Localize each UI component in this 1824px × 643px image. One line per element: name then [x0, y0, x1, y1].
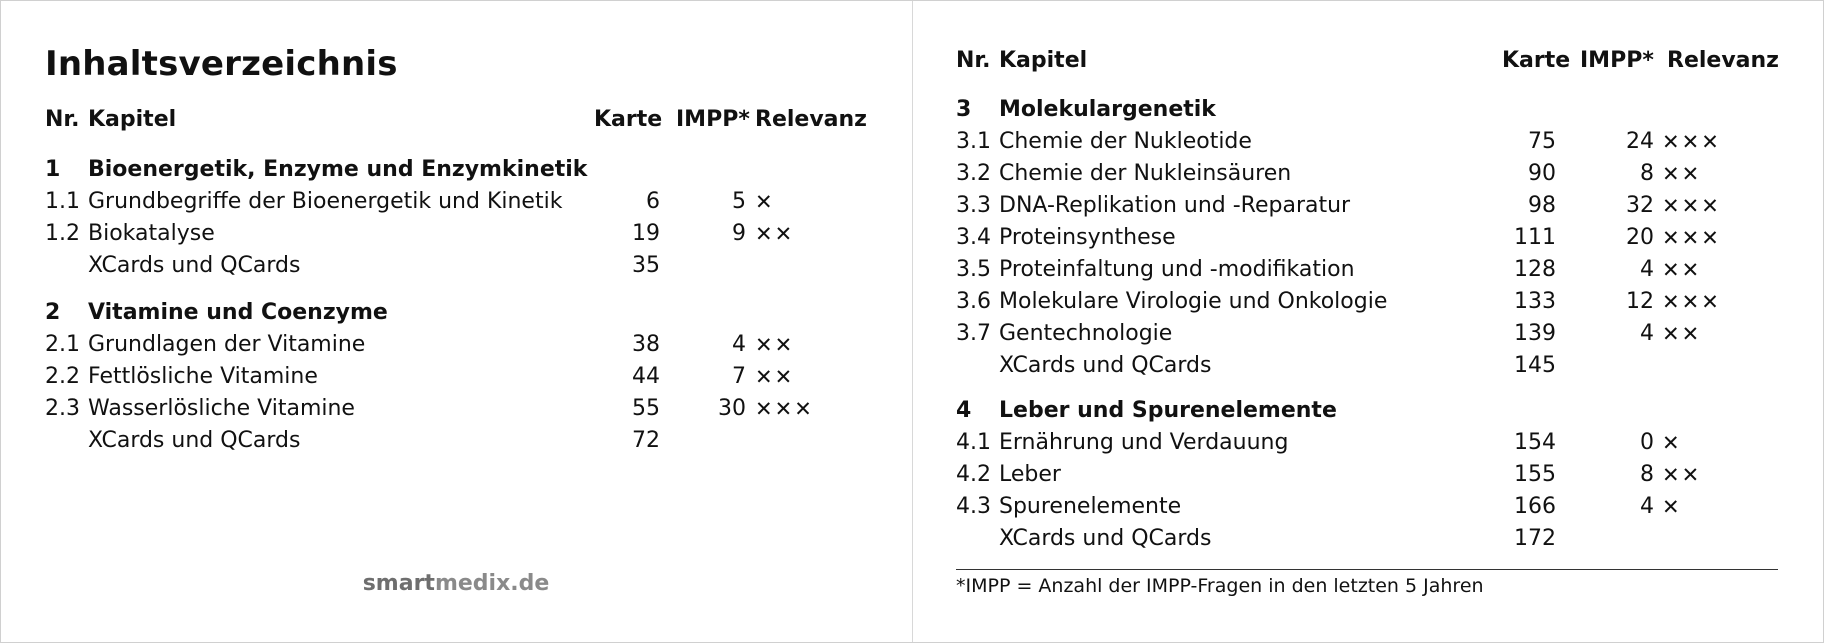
relevance-marks: ✕✕ [1662, 322, 1702, 346]
header-relevanz: Relevanz [1667, 48, 1779, 73]
row-number: 4.3 [956, 494, 991, 519]
row-title: Grundlagen der Vitamine [88, 332, 366, 357]
row-karte: 166 [1514, 494, 1556, 519]
row-karte: 155 [1514, 462, 1556, 487]
row-title: Proteinfaltung und -modifikation [999, 257, 1355, 282]
row-number: 3.3 [956, 193, 991, 218]
row-impp: 5 [732, 189, 746, 214]
row-number: 3.6 [956, 289, 991, 314]
relevance-marks: ✕✕ [755, 222, 795, 246]
row-title: Chemie der Nukleotide [999, 129, 1252, 154]
row-karte: 145 [1514, 353, 1556, 378]
row-karte: 154 [1514, 430, 1556, 455]
row-karte: 139 [1514, 321, 1556, 346]
row-impp: 8 [1640, 161, 1654, 186]
relevance-marks: ✕ [1662, 431, 1682, 455]
row-karte: 128 [1514, 257, 1556, 282]
row-impp: 12 [1626, 289, 1654, 314]
row-impp: 4 [1640, 494, 1654, 519]
header-relevanz: Relevanz [755, 107, 867, 132]
row-impp: 7 [732, 364, 746, 389]
row-karte: 35 [632, 253, 660, 278]
row-karte: 98 [1528, 193, 1556, 218]
row-number: 3.5 [956, 257, 991, 282]
row-karte: 19 [632, 221, 660, 246]
row-title: Wasserlösliche Vitamine [88, 396, 355, 421]
relevance-marks: ✕ [1662, 495, 1682, 519]
relevance-marks: ✕✕ [1662, 258, 1702, 282]
row-number: 2.2 [45, 364, 80, 389]
footnote-rule [956, 569, 1778, 570]
relevance-marks: ✕ [755, 190, 775, 214]
header-nr: Nr. [956, 48, 991, 73]
row-title: Proteinsynthese [999, 225, 1176, 250]
relevance-marks: ✕✕✕ [1662, 226, 1721, 250]
row-number: 4.1 [956, 430, 991, 455]
row-title: Molekulare Virologie und Onkologie [999, 289, 1388, 314]
relevance-marks: ✕✕✕ [1662, 290, 1721, 314]
header-karte: Karte [594, 107, 663, 132]
row-impp: 24 [1626, 129, 1654, 154]
brand-logo [0, 571, 912, 596]
row-impp: 8 [1640, 462, 1654, 487]
row-number: 3.4 [956, 225, 991, 250]
header-impp: IMPP* [676, 107, 750, 132]
relevance-marks: ✕✕✕ [1662, 194, 1721, 218]
footnote: *IMPP = Anzahl der IMPP-Fragen in den letzten 5 Jahren [956, 575, 1484, 597]
row-karte: 72 [632, 428, 660, 453]
row-impp: 4 [1640, 321, 1654, 346]
relevance-marks: ✕✕✕ [1662, 130, 1721, 154]
row-title: Grundbegriffe der Bioenergetik und Kinetik [88, 189, 563, 214]
header-kapitel: Kapitel [999, 48, 1088, 73]
relevance-marks: ✕✕ [755, 333, 795, 357]
page-title: Inhaltsverzeichnis [45, 44, 398, 84]
brand-part-medix: medix.de [434, 571, 550, 596]
relevance-marks: ✕✕ [1662, 162, 1702, 186]
row-impp: 30 [718, 396, 746, 421]
row-impp: 32 [1626, 193, 1654, 218]
row-title: XCards und QCards [999, 526, 1212, 551]
row-title: Vitamine und Coenzyme [88, 300, 388, 325]
row-impp: 4 [732, 332, 746, 357]
row-karte: 44 [632, 364, 660, 389]
row-karte: 133 [1514, 289, 1556, 314]
row-title: Spurenelemente [999, 494, 1182, 519]
row-number: 2.3 [45, 396, 80, 421]
row-karte: 172 [1514, 526, 1556, 551]
row-karte: 90 [1528, 161, 1556, 186]
row-karte: 55 [632, 396, 660, 421]
row-karte: 75 [1528, 129, 1556, 154]
row-title: Molekulargenetik [999, 97, 1216, 122]
row-number: 4 [956, 398, 972, 423]
relevance-marks: ✕✕ [755, 365, 795, 389]
row-number: 1.2 [45, 221, 80, 246]
header-nr: Nr. [45, 107, 80, 132]
row-title: Leber [999, 462, 1061, 487]
row-impp: 4 [1640, 257, 1654, 282]
header-karte: Karte [1502, 48, 1571, 73]
relevance-marks: ✕✕ [1662, 463, 1702, 487]
row-title: DNA-Replikation und -Reparatur [999, 193, 1351, 218]
header-impp: IMPP* [1580, 48, 1654, 73]
row-title: XCards und QCards [88, 428, 301, 453]
brand-part-smart: smart [362, 571, 435, 596]
row-title: Biokatalyse [88, 221, 215, 246]
row-title: Gentechnologie [999, 321, 1173, 346]
row-karte: 6 [646, 189, 660, 214]
row-number: 2.1 [45, 332, 80, 357]
row-title: XCards und QCards [999, 353, 1212, 378]
row-impp: 20 [1626, 225, 1654, 250]
row-title: Ernährung und Verdauung [999, 430, 1289, 455]
row-impp: 0 [1640, 430, 1654, 455]
right-page [913, 0, 1824, 643]
row-number: 3.7 [956, 321, 991, 346]
row-karte: 111 [1514, 225, 1556, 250]
row-title: Bioenergetik, Enzyme und Enzymkinetik [88, 157, 588, 182]
row-number: 3 [956, 97, 972, 122]
row-number: 1.1 [45, 189, 80, 214]
row-number: 3.1 [956, 129, 991, 154]
row-title: Fettlösliche Vitamine [88, 364, 318, 389]
row-number: 3.2 [956, 161, 991, 186]
row-number: 1 [45, 157, 61, 182]
header-kapitel: Kapitel [88, 107, 177, 132]
row-title: XCards und QCards [88, 253, 301, 278]
row-number: 4.2 [956, 462, 991, 487]
relevance-marks: ✕✕✕ [755, 397, 814, 421]
row-number: 2 [45, 300, 61, 325]
row-title: Leber und Spurenelemente [999, 398, 1337, 423]
row-impp: 9 [732, 221, 746, 246]
row-title: Chemie der Nukleinsäuren [999, 161, 1292, 186]
row-karte: 38 [632, 332, 660, 357]
